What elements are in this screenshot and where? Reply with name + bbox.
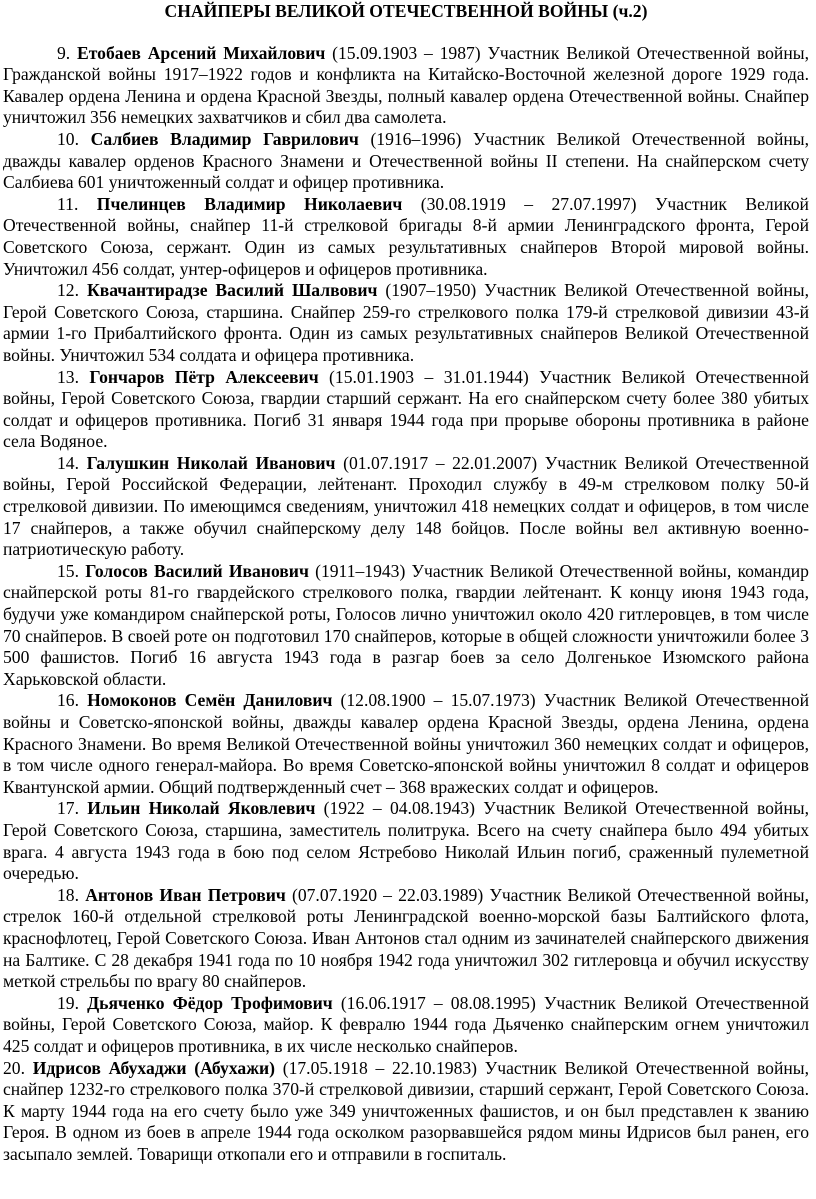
entry-17 [3, 798, 809, 884]
entry-20 [3, 1058, 809, 1166]
entry-name: Номоконов Семён Данилович [87, 690, 333, 711]
entry-text: (1907–1950) Участник Великой Отечественной войны, Герой Советского Союза, старшина. Снайпер 259-го стрелкового полка 179-й стрелковой дивизии 43-й армии 1-го Прибалтийского фронта. Один из самых результативных снайперов Великой Отечественной войны. Уничтожил 534 солдата и офицера противника. [3, 280, 809, 365]
entry-number: 20. [3, 1057, 25, 1078]
entry-name: Квачантирадзе Василий Шалвович [86, 280, 378, 301]
entry-19 [3, 993, 809, 1058]
entry-name: Гончаров Пётр Алексеевич [89, 366, 319, 387]
entry-number: 17. [57, 798, 79, 819]
entry-number: 13. [57, 366, 79, 387]
entry-name: Етобаев Арсений Михайлович [77, 42, 326, 63]
entry-name: Дьяченко Фёдор Трофимович [87, 992, 333, 1013]
entry-text: (01.07.1917 – 22.01.2007) Участник Великой Отечественной войны, Герой Российской Федерации, лейтенант. Проходил службу в 49-м стрелковом полку 50-й стрелковой дивизии. По имеющимся сведениям, уничтожил 418 немецких солдат и офицеров, в том числе 17 снайперов, а также обучил снайперскому делу 148 бойцов. После войны вел активную военно-патриотическую работу. [3, 452, 809, 560]
entry-text: (1911–1943) Участник Великой Отечественной войны, командир снайперской роты 81-го гвардейского стрелкового полка, гвардии лейтенант. К концу июня 1943 года, будучи уже командиром снайперской роты, Голосов лично уничтожил около 420 гитлеровцев, в том числе 70 снайперов. В своей роте он подготовил 170 снайперов, которые в общей сложности уничтожили более 3 500 фашистов. Погиб 16 августа 1943 года в разгар боев за село Долгенькое Изюмского района Харьковской области. [3, 560, 809, 689]
document-title: СНАЙПЕРЫ ВЕЛИКОЙ ОТЕЧЕСТВЕННОЙ ВОЙНЫ (ч.2) [164, 1, 648, 21]
entry-text: (15.01.1903 – 31.01.1944) Участник Великой Отечественной войны, Герой Советского Союза, гвардии старший сержант. На его снайперском счету более 380 убитых солдат и офицеров противника. Погиб 31 января 1944 года при прорыве обороны противника в районе села Водяное. [3, 366, 809, 452]
entry-number: 15. [57, 560, 79, 581]
entries-list [3, 43, 809, 1166]
entry-name: Антонов Иван Петрович [85, 884, 286, 905]
entry-text: (1916–1996) Участник Великой Отечественной войны, дважды кавалер орденов Красного Знамени и Отечественной войны II степени. На снайперском счету Салбиева 601 уничтоженный солдат и офицер противника. [3, 128, 810, 193]
entry-number: 14. [57, 452, 79, 473]
entry-number: 12. [57, 280, 79, 301]
entry-name: Ильин Николай Яковлевич [87, 798, 316, 819]
entry-name: Идрисов Абухаджи (Абухажи) [32, 1057, 275, 1078]
entry-number: 16. [57, 690, 79, 711]
entry-number: 9. [57, 42, 71, 63]
entry-name: Пчелинцев Владимир Николаевич [96, 193, 403, 214]
entry-9 [3, 43, 809, 129]
entry-name: Голосов Василий Иванович [85, 560, 309, 581]
entry-text: (16.06.1917 – 08.08.1995) Участник Великой Отечественной войны, Герой Советского Союза, майор. К февралю 1944 года Дьяченко снайперским огнем уничтожил 425 солдат и офицеров противника, в их числе несколько снайперов. [3, 992, 809, 1056]
entry-text: (1922 – 04.08.1943) Участник Великой Отечественной войны, Герой Советского Союза, старшина, заместитель политрука. Всего на счету снайпера было 494 убитых врага. 4 августа 1943 года в бою под селом Ястребово Николай Ильин погиб, сраженный пулеметной очередью. [3, 798, 809, 884]
entry-name: Салбиев Владимир Гаврилович [90, 128, 359, 149]
entry-number: 11. [57, 193, 79, 214]
entry-11 [3, 194, 809, 280]
entry-13 [3, 367, 809, 453]
entry-text: (30.08.1919 – 27.07.1997) Участник Великой Отечественной войны, снайпер 11-й стрелковой бригады 8-й армии Ленинградского фронта, Герой Советского Союза, сержант. Один из самых результативных снайперов Второй мировой войны. Уничтожил 456 солдат, унтер-офицеров и офицеров противника. [3, 193, 809, 279]
entry-18 [3, 885, 809, 993]
entry-text: (17.05.1918 – 22.10.1983) Участник Великой Отечественной войны, снайпер 1232-го стрелкового полка 370-й стрелковой дивизии, старший сержант, Герой Советского Союза. К марту 1944 года на его счету было уже 349 уничтоженных фашистов, и он был представлен к званию Героя. В одном из боев в апреле 1944 года осколком разорвавшейся рядом мины Идрисов был ранен, его засыпало землей. Товарищи откопали его и отправили в госпиталь. [3, 1057, 809, 1164]
entry-number: 10. [57, 128, 79, 149]
entry-number: 19. [57, 992, 79, 1013]
entry-15 [3, 561, 809, 691]
entry-10 [3, 129, 809, 194]
entry-16 [3, 690, 809, 798]
entry-name: Галушкин Николай Иванович [86, 452, 336, 473]
entry-14 [3, 453, 809, 561]
entry-text: (15.09.1903 – 1987) Участник Великой Отечественной войны, Гражданской войны 1917–1922 годов и конфликта на Китайско-Восточной железной дороге 1929 года. Кавалер ордена Ленина и ордена Красной Звезды, полный кавалер ордена Отечественной войны. Снайпер уничтожил 356 немецких захватчиков и сбил два самолета. [3, 42, 809, 128]
entry-text: (07.07.1920 – 22.03.1989) Участник Великой Отечественной войны, стрелок 160-й отдельной стрелковой роты Ленинградской военно-морской базы Балтийского флота, краснофлотец, Герой Советского Союза. Иван Антонов стал одним из зачинателей снайперского движения на Балтике. С 28 декабря 1941 года по 10 ноября 1942 года уничтожил 302 гитлеровца и обучил искусству меткой стрельбы по врагу 80 снайперов. [3, 884, 809, 992]
entry-number: 18. [57, 884, 79, 905]
entry-12 [3, 280, 809, 366]
entry-text: (12.08.1900 – 15.07.1973) Участник Великой Отечественной войны и Советско-японской войны, дважды кавалер ордена Красной Звезды, ордена Ленина, ордена Красного Знамени. Во время Великой Отечественной войны уничтожил 360 немецких солдат и офицеров, в том числе одного генерал-майора. Во время Советско-японской войны уничтожил 8 солдат и офицеров Квантунской армии. Общий подтвержденный счет – 368 вражеских солдат и офицеров. [3, 690, 809, 797]
